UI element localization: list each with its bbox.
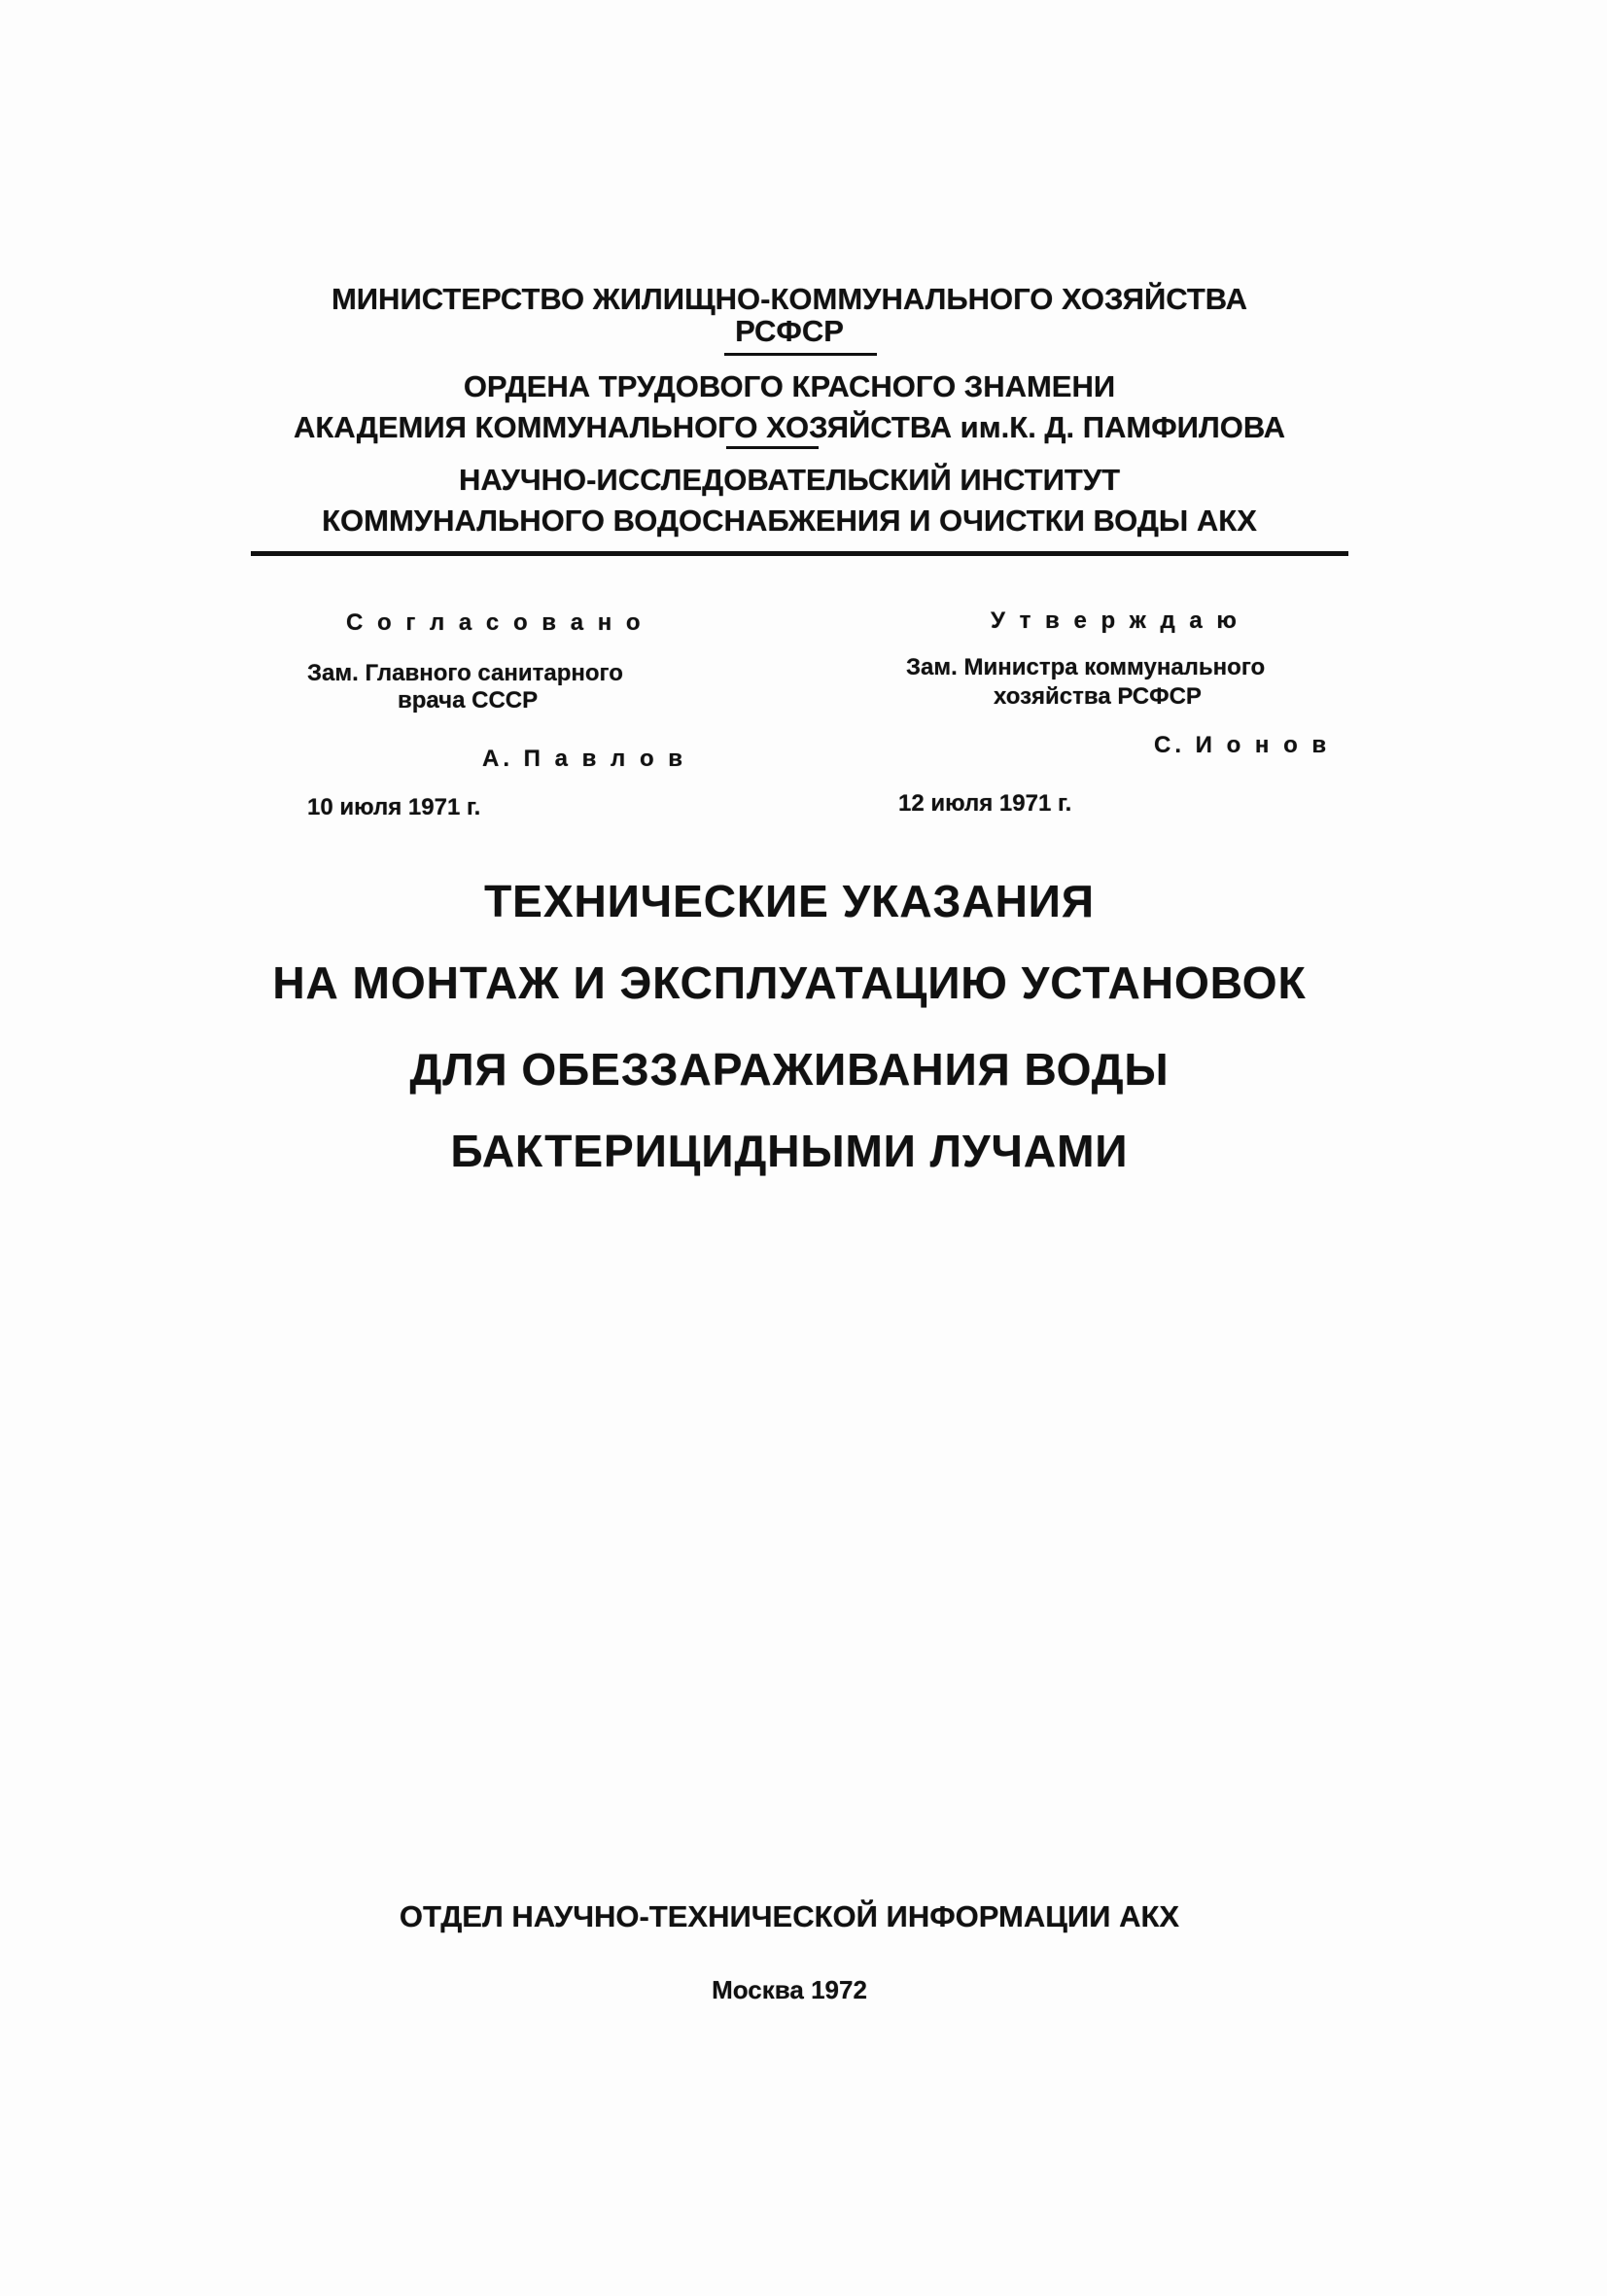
approved-position-line1: Зам. Министра коммунального xyxy=(906,654,1266,680)
approved-date: 12 июля 1971 г. xyxy=(898,790,1072,817)
header-divider-short-1 xyxy=(724,353,877,356)
title-line-2: НА МОНТАЖ И ЭКСПЛУАТАЦИЮ УСТАНОВОК xyxy=(272,957,1307,1008)
republic-heading: РСФСР xyxy=(735,314,844,348)
order-heading: ОРДЕНА ТРУДОВОГО КРАСНОГО ЗНАМЕНИ xyxy=(463,369,1116,403)
agreed-position-line2: врача СССР xyxy=(398,687,539,713)
title-line-4: БАКТЕРИЦИДНЫМИ ЛУЧАМИ xyxy=(450,1126,1129,1176)
agreed-signer: А. П а в л о в xyxy=(482,746,687,772)
institute-heading: НАУЧНО-ИССЛЕДОВАТЕЛЬСКИЙ ИНСТИТУТ xyxy=(458,463,1121,497)
approved-label: У т в е р ж д а ю xyxy=(991,608,1240,634)
academy-heading: АКАДЕМИЯ КОММУНАЛЬНОГО ХОЗЯЙСТВА им.К. Д. ПАМФИЛОВА xyxy=(293,410,1286,444)
agreed-label: С о г л а с о в а н о xyxy=(346,609,645,636)
header-divider-short-2 xyxy=(726,446,819,449)
approved-position-line2: хозяйства РСФСР xyxy=(994,683,1202,710)
publisher-department: ОТДЕЛ НАУЧНО-ТЕХНИЧЕСКОЙ ИНФОРМАЦИИ АКХ xyxy=(399,1899,1180,1933)
agreed-date: 10 июля 1971 г. xyxy=(307,794,481,820)
publication-city-year: Москва 1972 xyxy=(712,1975,867,2004)
institute-name-heading: КОММУНАЛЬНОГО ВОДОСНАБЖЕНИЯ И ОЧИСТКИ ВОДЫ АКХ xyxy=(322,504,1257,538)
header-divider-main xyxy=(251,551,1348,556)
agreed-position-line1: Зам. Главного санитарного xyxy=(307,660,623,686)
title-line-1: ТЕХНИЧЕСКИЕ УКАЗАНИЯ xyxy=(484,876,1095,926)
ministry-heading: МИНИСТЕРСТВО ЖИЛИЩНО-КОММУНАЛЬНОГО ХОЗЯЙСТВА xyxy=(331,282,1248,316)
title-line-3: ДЛЯ ОБЕЗЗАРАЖИВАНИЯ ВОДЫ xyxy=(409,1044,1170,1095)
approved-signer: С. И о н о в xyxy=(1154,732,1331,758)
